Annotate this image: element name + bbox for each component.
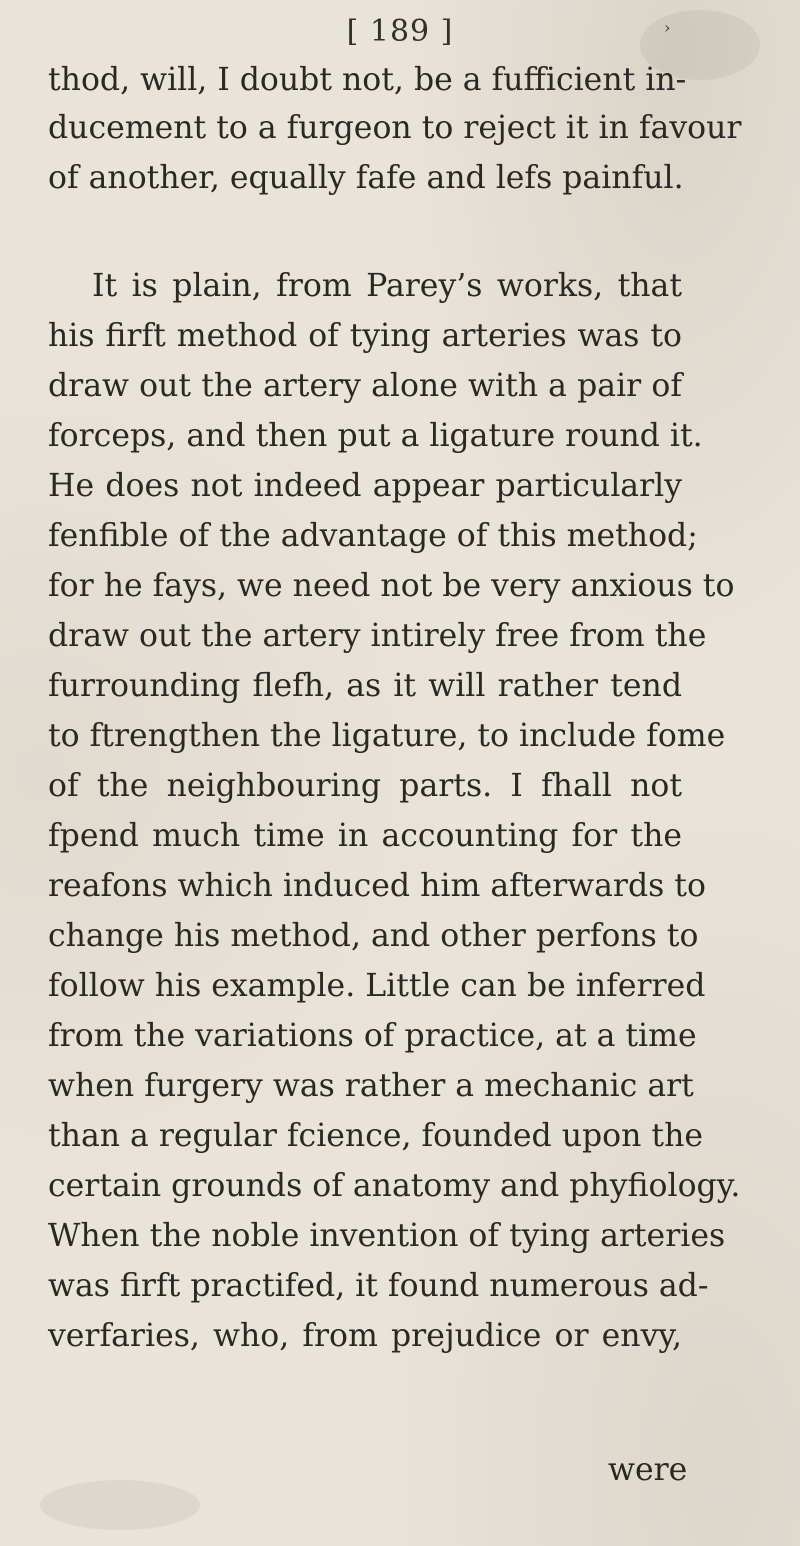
text-line: draw out the artery intirely free from the <box>48 618 707 654</box>
text-line: verfaries, who, from prejudice or envy, <box>48 1318 682 1354</box>
text-line: follow his example. Little can be inferred <box>48 968 706 1004</box>
text-line: for he fays, we need not be very anxious to <box>48 568 735 604</box>
text-line: He does not indeed appear particularly <box>48 468 682 504</box>
text-line: When the noble invention of tying arteries <box>48 1218 726 1254</box>
header-mark: › <box>664 18 671 37</box>
text-line: from the variations of practice, at a time <box>48 1018 697 1054</box>
text-line: fpend much time in accounting for the <box>48 818 682 854</box>
paragraph-first-line: It is plain, from Parey’s works, that <box>92 268 682 304</box>
text-line: to ftrengthen the ligature, to include fome <box>48 718 726 754</box>
text-line: fenfible of the advantage of this method; <box>48 518 698 554</box>
text-line: change his method, and other perfons to <box>48 918 699 954</box>
text-line: draw out the artery alone with a pair of <box>48 368 682 404</box>
text-line: when furgery was rather a mechanic art <box>48 1068 694 1104</box>
text-line: than a regular fcience, founded upon the <box>48 1118 703 1154</box>
paper-stain <box>40 1480 200 1530</box>
text-line: certain grounds of anatomy and phyfiology. <box>48 1168 741 1204</box>
text-line: of the neighbouring parts. I fhall not <box>48 768 682 804</box>
text-line: furrounding flefh, as it will rather tend <box>48 668 682 704</box>
text-line: thod, will, I doubt not, be a fufficient in- <box>48 62 687 98</box>
text-line: forceps, and then put a ligature round it. <box>48 418 703 454</box>
text-line: his firft method of tying arteries was to <box>48 318 682 354</box>
page-number-header: [ 189 ] <box>346 14 454 49</box>
text-line: was firft practifed, it found numerous ad- <box>48 1268 709 1304</box>
text-line: reafons which induced him afterwards to <box>48 868 706 904</box>
catchword: were <box>608 1452 688 1488</box>
text-line: ducement to a furgeon to reject it in favour <box>48 110 742 146</box>
text-line: of another, equally fafe and lefs painful. <box>48 160 684 196</box>
